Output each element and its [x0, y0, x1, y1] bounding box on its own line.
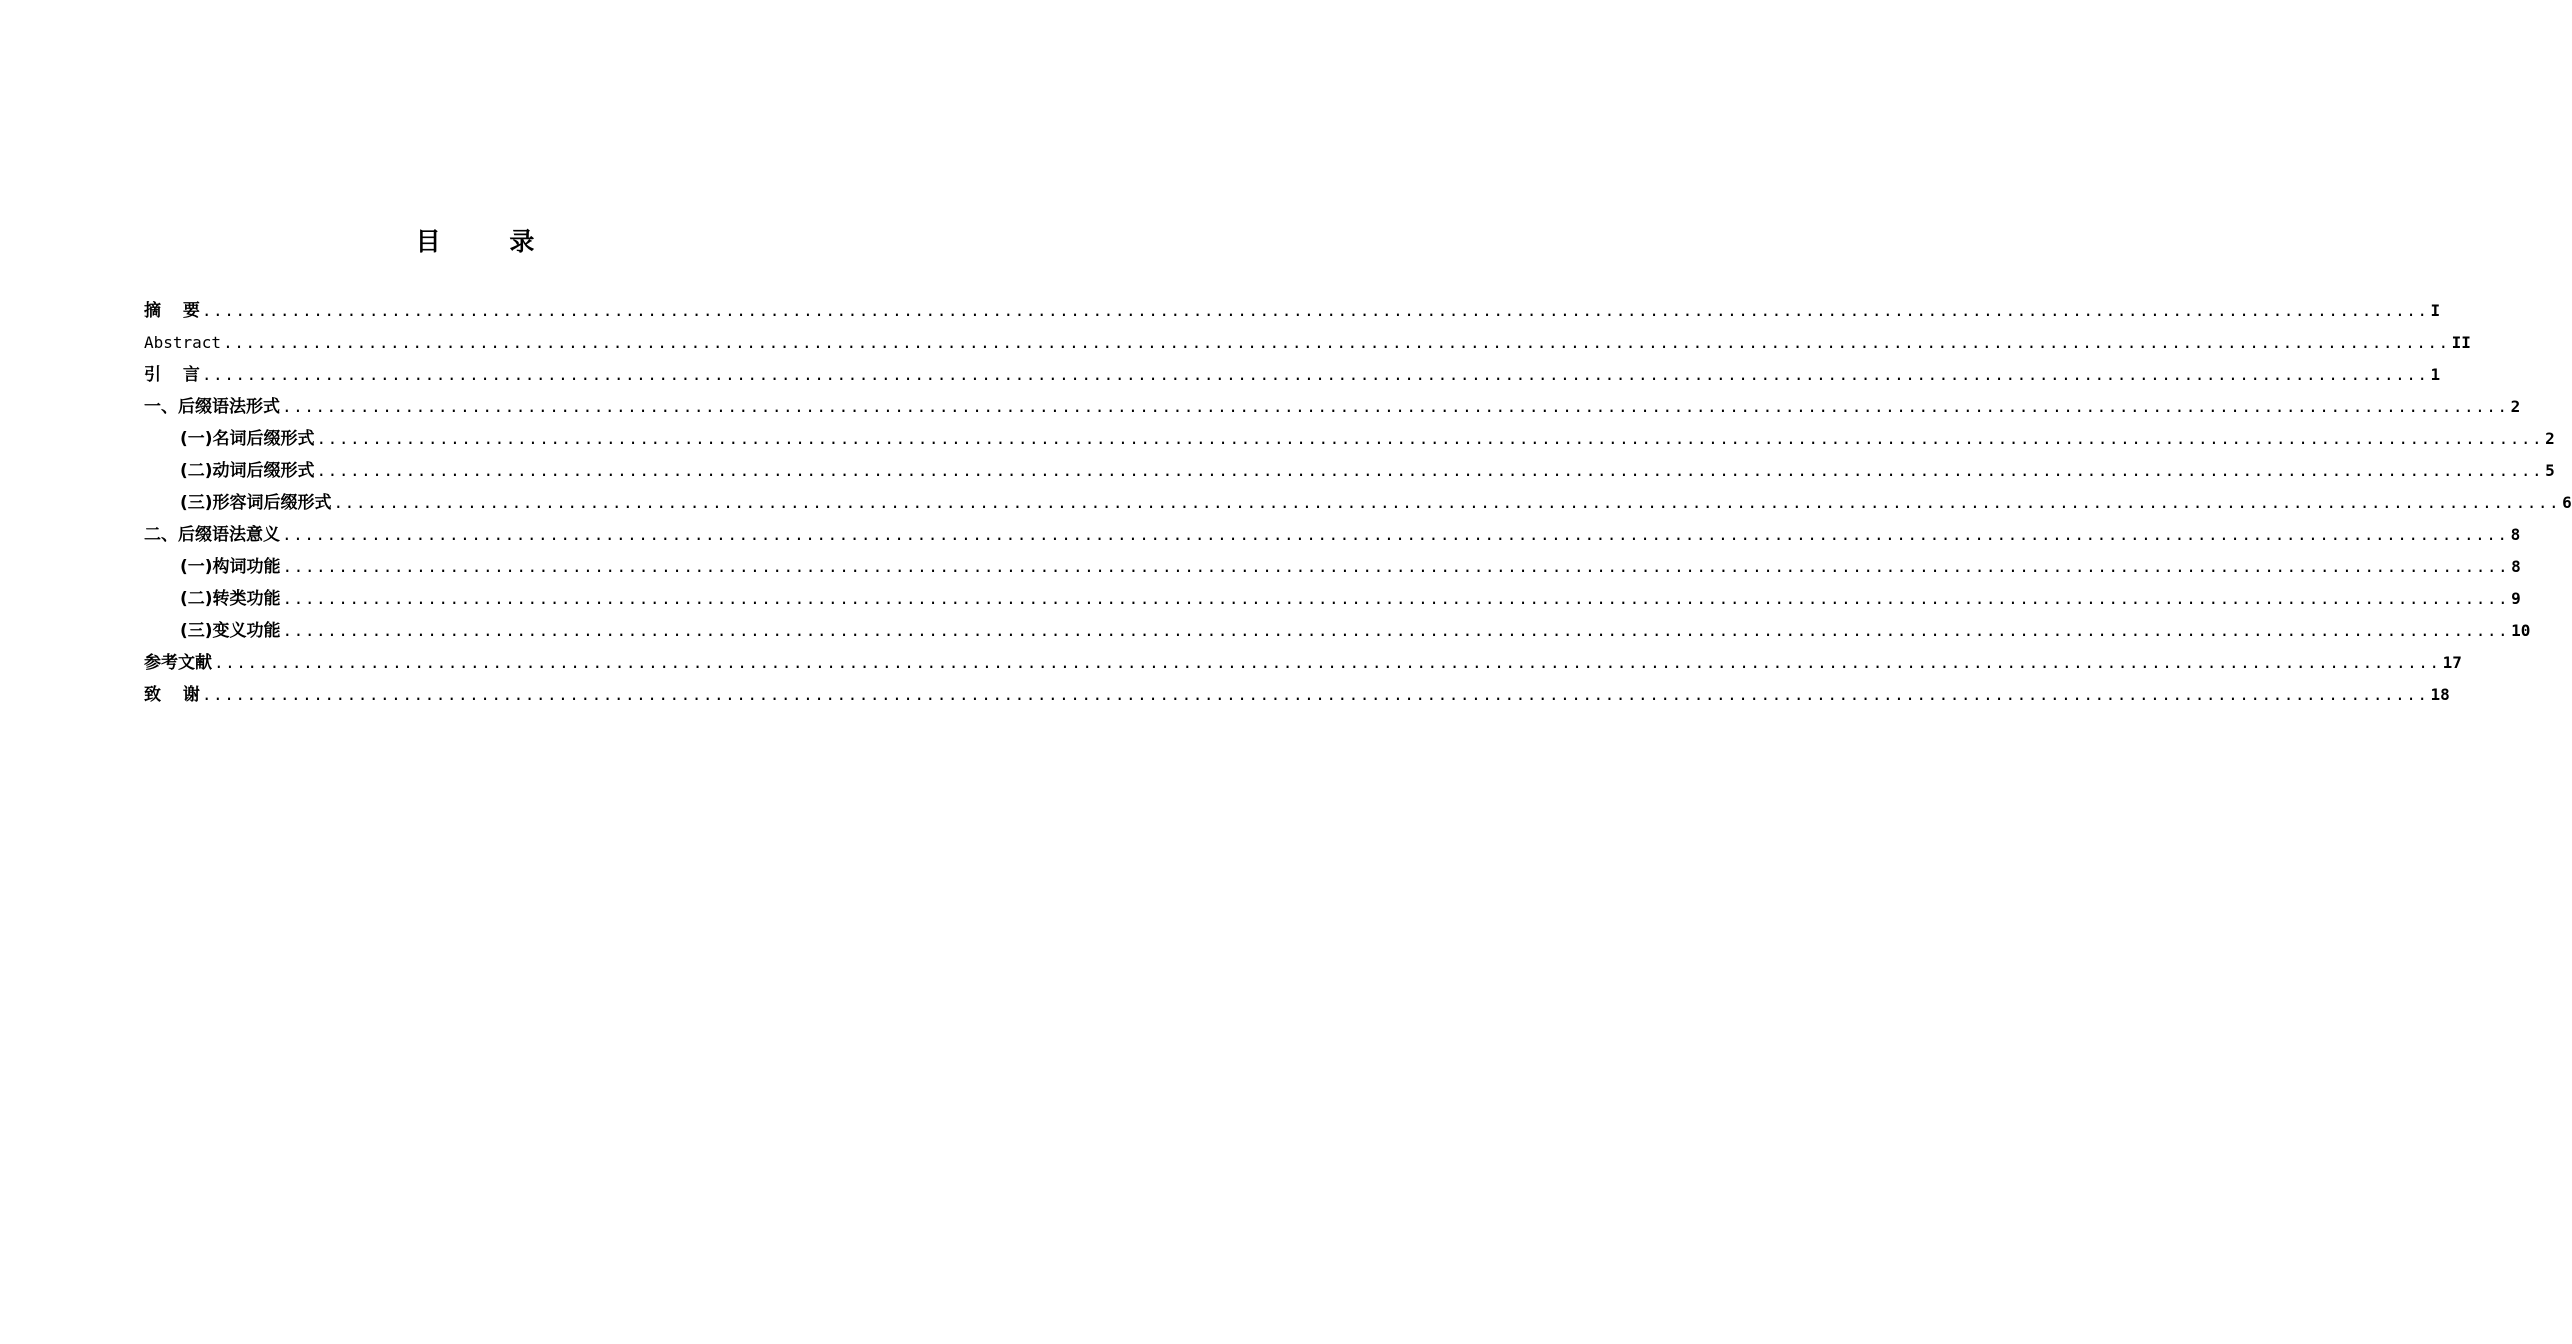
toc-entry-introduction[interactable]	[144, 354, 2441, 386]
toc-entry-label: (二)转类功能	[180, 589, 281, 609]
toc-entry-acknowledgements[interactable]	[144, 674, 2450, 706]
toc-entry-label: 摘 要	[144, 301, 200, 321]
toc-leader-dots: ........................................................................................................................................................................................................	[201, 301, 2429, 320]
toc-entry-page: 18	[2430, 685, 2450, 704]
toc-entry-label: 一、后缀语法形式	[144, 397, 280, 417]
toc-entry-label: Abstract	[144, 333, 222, 352]
toc-entry-section-1-3[interactable]	[144, 482, 2572, 514]
toc-entry-section-1[interactable]	[144, 386, 2521, 418]
toc-leader-dots: ........................................................................................................................................................................................................	[201, 685, 2429, 704]
toc-entry-page: 1	[2430, 365, 2441, 384]
toc-entry-page: I	[2430, 301, 2441, 320]
toc-entry-label: 致 谢	[144, 685, 200, 705]
toc-leader-dots: ........................................................................................................................................................................................................	[282, 589, 2510, 608]
toc-entry-page: 2	[2510, 397, 2521, 416]
toc-entry-page: 9	[2511, 589, 2521, 608]
toc-entry-page: 2	[2545, 429, 2555, 448]
toc-entry-label: (三)变义功能	[180, 621, 281, 641]
toc-leader-dots: ........................................................................................................................................................................................................	[316, 461, 2544, 480]
toc-entry-abstract-cn[interactable]	[144, 290, 2441, 322]
toc-leader-dots: ........................................................................................................................................................................................................	[282, 525, 2509, 544]
toc-leader-dots: ........................................................................................................................................................................................................	[282, 557, 2510, 576]
toc-entry-section-1-1[interactable]	[144, 418, 2555, 450]
toc-entry-references[interactable]	[144, 642, 2462, 674]
toc-entry-section-1-2[interactable]	[144, 450, 2555, 482]
toc-entry-label: 二、后缀语法意义	[144, 525, 280, 545]
toc-entry-section-2-3[interactable]	[144, 610, 2531, 642]
toc-entry-section-2[interactable]	[144, 514, 2521, 546]
toc-entry-label: (一)构词功能	[180, 557, 281, 577]
toc-list	[144, 290, 2572, 706]
toc-entry-page: 8	[2511, 557, 2521, 576]
toc-entry-section-2-1[interactable]	[144, 546, 2521, 578]
toc-entry-page: 17	[2442, 653, 2462, 672]
toc-entry-page: 5	[2545, 461, 2555, 480]
toc-entry-section-2-2[interactable]	[144, 578, 2521, 610]
toc-title: 目 录	[415, 227, 565, 256]
toc-entry-page: 8	[2510, 525, 2521, 544]
toc-entry-label: 参考文献	[144, 653, 212, 673]
toc-entry-label: (一)名词后缀形式	[180, 429, 315, 449]
toc-leader-dots: ........................................................................................................................................................................................................	[282, 621, 2510, 640]
toc-leader-dots: ........................................................................................................................................................................................................	[316, 429, 2544, 448]
toc-entry-label: (三)形容词后缀形式	[180, 493, 332, 513]
toc-entry-abstract-en[interactable]	[144, 322, 2471, 354]
toc-leader-dots: ........................................................................................................................................................................................................	[214, 653, 2441, 672]
toc-entry-page: 6	[2562, 493, 2572, 512]
toc-leader-dots: ........................................................................................................................................................................................................	[282, 397, 2509, 416]
toc-leader-dots: ........................................................................................................................................................................................................	[201, 365, 2429, 384]
toc-entry-page: 10	[2511, 621, 2531, 640]
toc-leader-dots: ........................................................................................................................................................................................................	[333, 493, 2561, 512]
toc-leader-dots: ........................................................................................................................................................................................................	[223, 333, 2450, 352]
toc-entry-label: 引 言	[144, 365, 200, 385]
toc-entry-label: (二)动词后缀形式	[180, 461, 315, 481]
toc-entry-page: II	[2451, 333, 2471, 352]
